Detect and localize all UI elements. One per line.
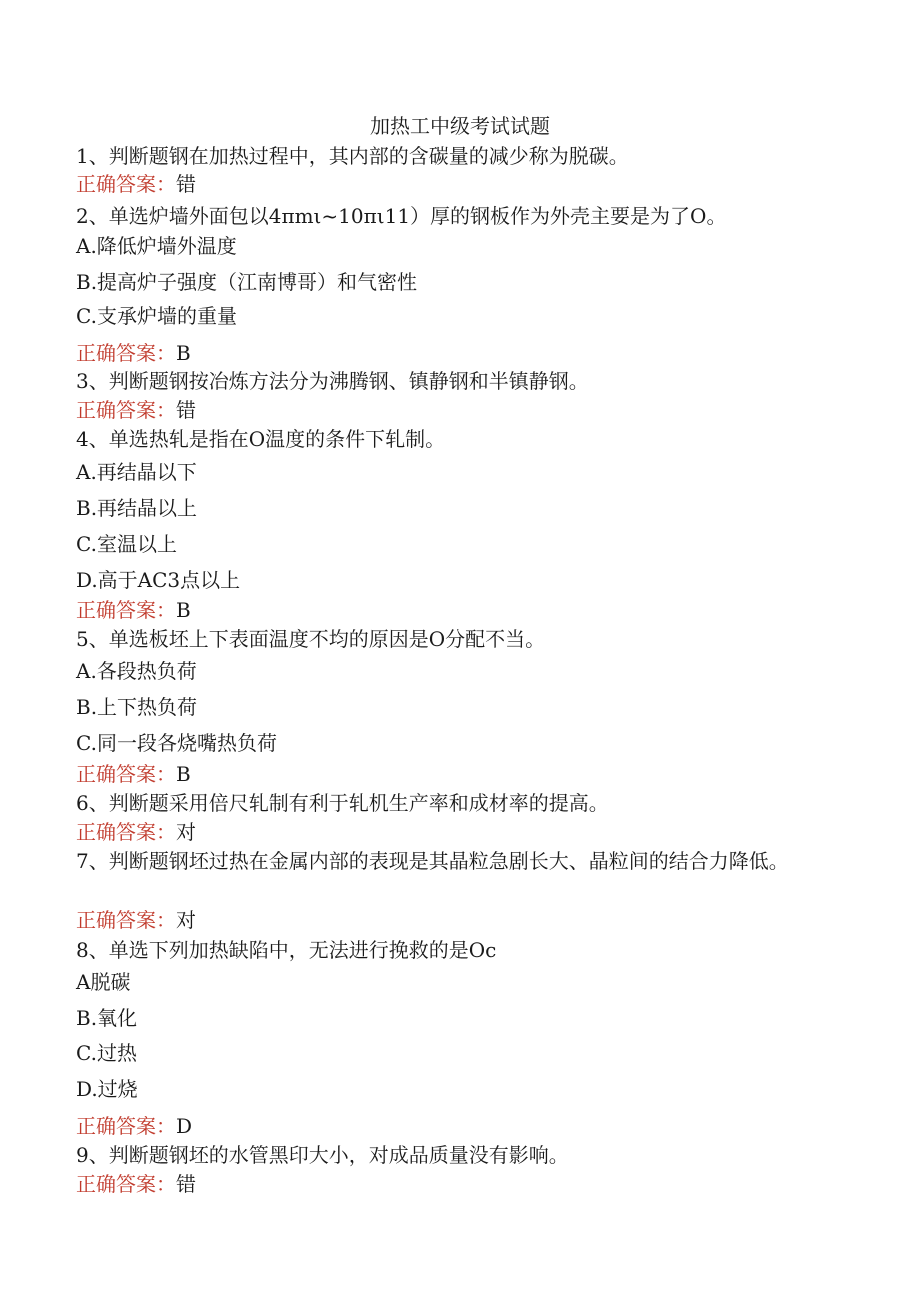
question-4-option-b: B.再结晶以上	[76, 496, 198, 520]
question-5-option-b: B.上下热负荷	[76, 695, 198, 719]
question-4-text: 4、单选热轧是指在O温度的条件下轧制。	[76, 427, 446, 451]
question-1-text: 1、判断题钢在加热过程中，其内部的含碳量的减少称为脱碳。	[76, 144, 629, 168]
question-7-answer	[76, 906, 836, 935]
question-8-option-c: C.过热	[76, 1041, 137, 1065]
question-8-option-d: D.过烧	[76, 1077, 138, 1101]
question-8-text: 8、单选下列加热缺陷中，无法进行挽救的是Oc	[76, 938, 497, 962]
question-1-answer	[76, 170, 836, 199]
question-5-option-c: C.同一段各烧嘴热负荷	[76, 731, 277, 755]
question-2-option-a: A.降低炉墙外温度	[76, 234, 237, 258]
answer-label: 正确答案：	[76, 1172, 176, 1196]
answer-value: D	[176, 1114, 193, 1138]
answer-value: 错	[176, 172, 196, 196]
answer-label: 正确答案：	[76, 598, 176, 622]
answer-label: 正确答案：	[76, 398, 176, 422]
answer-label: 正确答案：	[76, 762, 176, 786]
answer-label: 正确答案：	[76, 1114, 176, 1138]
question-3-text: 3、判断题钢按冶炼方法分为沸腾钢、镇静钢和半镇静钢。	[76, 369, 589, 393]
answer-value: 错	[176, 1172, 196, 1196]
question-2-option-c: C.支承炉墙的重量	[76, 304, 237, 328]
answer-label: 正确答案：	[76, 820, 176, 844]
answer-label: 正确答案：	[76, 341, 176, 365]
question-4-answer	[76, 596, 836, 625]
question-4-option-d: D.高于AC3点以上	[76, 568, 241, 592]
question-5-text: 5、单选板坯上下表面温度不均的原因是O分配不当。	[76, 627, 546, 651]
question-8-option-a: A脱碳	[76, 970, 131, 994]
answer-value: 错	[176, 398, 196, 422]
answer-value: B	[176, 762, 191, 786]
question-4-option-c: C.室温以上	[76, 532, 177, 556]
question-2-option-b: B.提高炉子强度（江南博哥）和气密性	[76, 270, 418, 294]
question-8-option-b: B.氧化	[76, 1006, 138, 1030]
document-title: 加热工中级考试试题	[370, 114, 550, 138]
question-6-text: 6、判断题采用倍尺轧制有利于轧机生产率和成材率的提高。	[76, 791, 609, 815]
question-5-option-a: A.各段热负荷	[76, 659, 197, 683]
question-6-answer	[76, 818, 836, 847]
question-7-text: 7、判断题钢坯过热在金属内部的表现是其晶粒急剧长大、晶粒间的结合力降低。	[76, 849, 789, 873]
answer-label: 正确答案：	[76, 172, 176, 196]
question-9-answer	[76, 1170, 836, 1199]
question-4-option-a: A.再结晶以下	[76, 460, 197, 484]
answer-value: B	[176, 598, 191, 622]
question-3-answer	[76, 396, 836, 425]
question-8-answer	[76, 1112, 836, 1141]
answer-value: 对	[176, 908, 196, 932]
question-5-answer	[76, 760, 836, 789]
question-2-answer	[76, 339, 836, 368]
answer-value: B	[176, 341, 191, 365]
answer-value: 对	[176, 820, 196, 844]
question-2-text: 2、单选炉墙外面包以4πmι~10πι11）厚的钢板作为外壳主要是为了O。	[76, 204, 727, 228]
question-9-text: 9、判断题钢坯的水管黑印大小，对成品质量没有影响。	[76, 1143, 569, 1167]
answer-label: 正确答案：	[76, 908, 176, 932]
